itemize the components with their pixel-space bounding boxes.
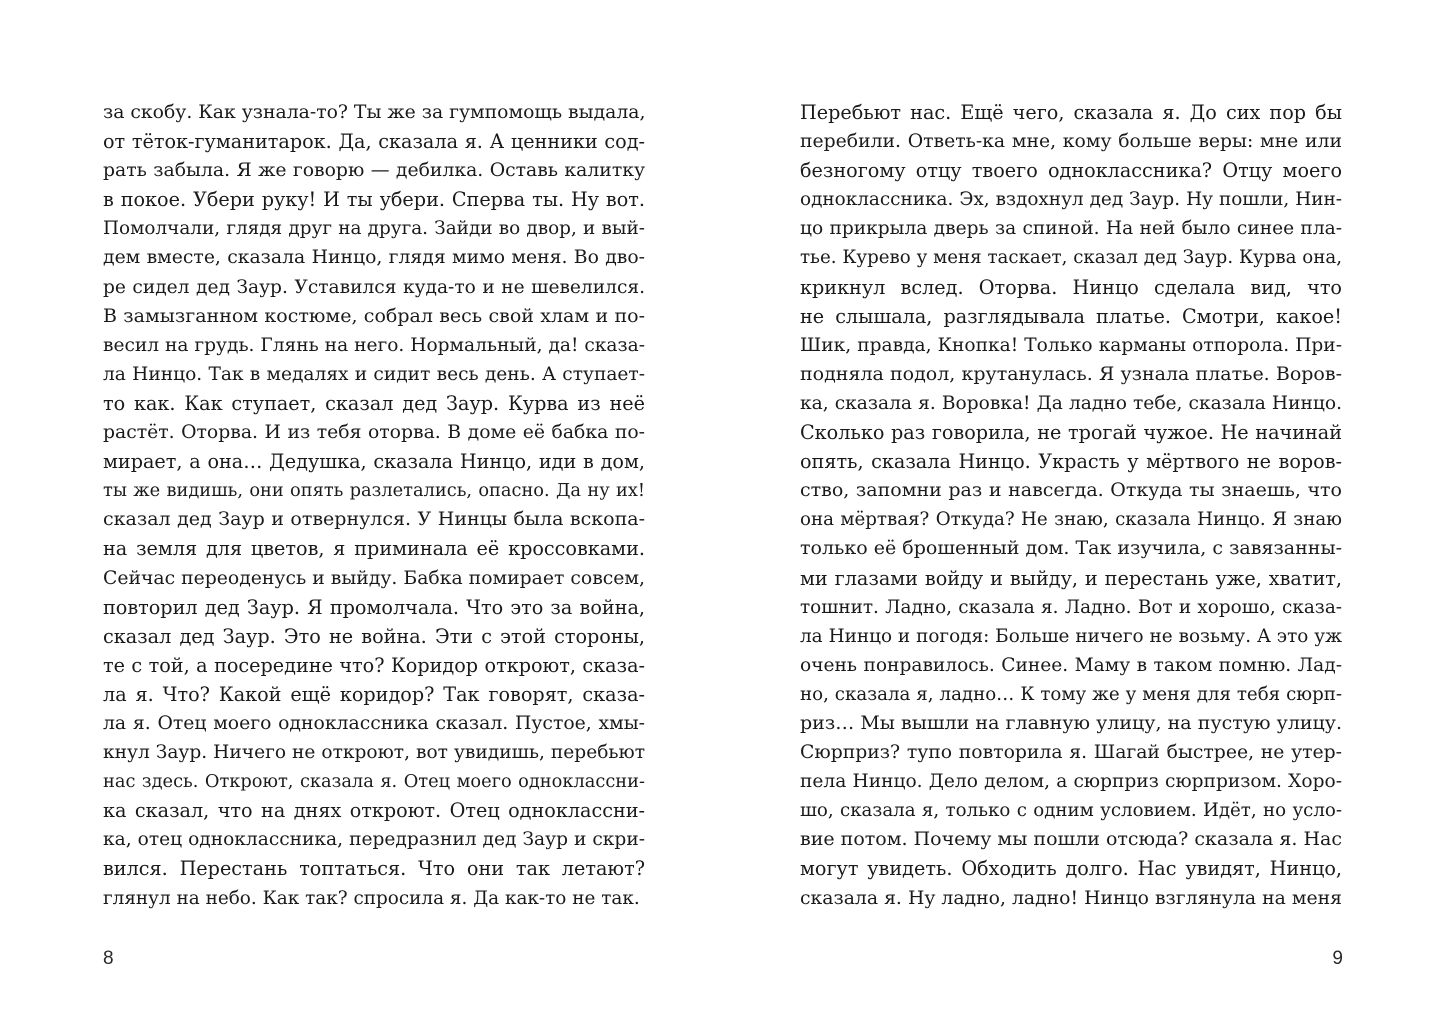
text-line: сказал дед Заур и отвернулся. У Нинцы была вскопа-: [103, 508, 645, 531]
page-number: 9: [1332, 948, 1343, 969]
text-line: могут увидеть. Обходить долго. Нас увидят, Нинцо,: [800, 857, 1342, 881]
text-line: Шик, правда, Кнопка! Только карманы отпорола. При-: [800, 334, 1342, 356]
text-line: вился. Перестань топтаться. Что они так летают?: [103, 857, 645, 881]
right-page-text: [800, 98, 1342, 913]
text-line: ла я. Что? Какой ещё коридор? Так говорят, сказа-: [103, 682, 645, 706]
text-line: тье. Курево у меня таскает, сказал дед Заур. Курва она,: [800, 247, 1342, 269]
text-line: вие потом. Почему мы пошли отсюда? сказала я. Нас: [800, 828, 1342, 851]
text-line: на земля для цветов, я приминала её кроссовками.: [103, 537, 645, 561]
left-page: [0, 0, 722, 1023]
text-line: дем вместе, сказала Нинцо, глядя мимо меня. Во дво-: [103, 247, 645, 269]
text-line: подняла подол, крутанулась. Я узнала платье. Воров-: [800, 362, 1342, 385]
text-line: Помолчали, глядя друг на друга. Зайди во двор, и вый-: [103, 218, 645, 240]
text-line: повторил дед Заур. Я промолчала. Что это за война,: [103, 595, 645, 619]
text-line: сказал дед Заур. Это не война. Эти с этой стороны,: [103, 624, 645, 648]
text-line: рать забыла. Я же говорю — дебилка. Оставь калитку: [103, 160, 645, 182]
text-line: от тёток-гуманитарок. Да, сказала я. А ценники сод-: [103, 130, 645, 154]
text-line: ла Нинцо и погодя: Больше ничего не возьму. А это уж: [800, 625, 1342, 647]
text-line: ка, сказала я. Воровка! Да ладно тебе, сказала Нинцо.: [800, 392, 1342, 414]
text-line: цо прикрыла дверь за спиной. На ней было синее пла-: [800, 218, 1342, 240]
text-line: мирает, а она… Дедушка, сказала Нинцо, иди в дом,: [103, 450, 645, 474]
text-line: ми глазами войду и выйду, и перестань уже, хватит,: [800, 566, 1342, 590]
text-line: растёт. Оторва. И из тебя оторва. В доме её бабка по-: [103, 422, 645, 444]
text-line: Сюрприз? тупо повторила я. Шагай быстрее, не утер-: [800, 742, 1342, 764]
text-line: за скобу. Как узнала-то? Ты же за гумпомощь выдала,: [103, 102, 645, 123]
text-line: сказала я. Ну ладно, ладно! Нинцо взглянула на меня: [800, 887, 1342, 909]
text-line: крикнул вслед. Оторва. Нинцо сделала вид, что: [800, 275, 1342, 299]
text-line: она мёртвая? Откуда? Не знаю, сказала Нинцо. Я знаю: [800, 509, 1342, 531]
text-line: ла Нинцо. Так в медалях и сидит весь день. А ступает-: [103, 363, 645, 385]
text-line: шо, сказала я, только с одним условием. Идёт, но усло-: [800, 800, 1342, 822]
text-line: риз… Мы вышли на главную улицу, на пустую улицу.: [800, 711, 1342, 734]
text-line: одноклассника. Эх, вздохнул дед Заур. Ну пошли, Нин-: [800, 189, 1342, 211]
text-line: не слышала, разглядывала платье. Смотри, какое!: [800, 304, 1342, 328]
text-line: но, сказала я, ладно… К тому же у меня для тебя сюрп-: [800, 683, 1342, 705]
text-line: ре сидел дед Заур. Уставился куда-то и не шевелился.: [103, 276, 645, 298]
page-number: 8: [103, 948, 114, 969]
text-line: в покое. Убери руку! И ты убери. Сперва ты. Ну вот.: [103, 188, 645, 212]
text-line: ты же видишь, они опять разлетались, опасно. Да ну их!: [103, 480, 645, 502]
text-line: В замызганном костюме, собрал весь свой хлам и по-: [103, 304, 645, 327]
text-line: ство, запомни раз и навсегда. Откуда ты знаешь, что: [800, 479, 1342, 502]
text-line: кнул Заур. Ничего не откроют, вот увидишь, перебьют: [103, 742, 645, 764]
text-line: то как. Как ступает, сказал дед Заур. Курва из неё: [103, 391, 645, 415]
text-line: опять, сказала Нинцо. Украсть у мёртвого не воров-: [800, 450, 1342, 474]
text-line: те с той, а посередине что? Коридор откроют, сказа-: [103, 653, 645, 677]
text-line: ла я. Отец моего одноклассника сказал. Пустое, хмы-: [103, 712, 645, 734]
text-line: весил на грудь. Глянь на него. Нормальный, да! сказа-: [103, 334, 645, 356]
text-line: Сколько раз говорила, не трогай чужое. Не начинай: [800, 421, 1342, 445]
text-line: пела Нинцо. Дело делом, а сюрприз сюрпризом. Хоро-: [800, 771, 1342, 793]
text-line: тошнит. Ладно, сказала я. Ладно. Вот и хорошо, сказа-: [800, 596, 1342, 618]
text-line: ка, отец одноклассника, передразнил дед Заур и скри-: [103, 829, 645, 851]
text-line: Сейчас переоденусь и выйду. Бабка помирает совсем,: [103, 567, 645, 589]
left-page-text: [103, 98, 645, 913]
text-line: глянул на небо. Как так? спросила я. Да как-то не так.: [103, 887, 640, 909]
text-line: безногому отцу твоего одноклассника? Отцу моего: [800, 159, 1342, 183]
right-page: [722, 0, 1445, 1023]
text-line: нас здесь. Откроют, сказала я. Отец моего одноклассни-: [103, 771, 645, 793]
text-line: перебили. Ответь-ка мне, кому больше веры: мне или: [800, 131, 1342, 153]
text-line: Перебьют нас. Ещё чего, сказала я. До сих пор бы: [800, 101, 1342, 124]
text-line: только её брошенный дом. Так изучила, с завязанны-: [800, 537, 1342, 560]
text-line: очень понравилось. Синее. Маму в таком помню. Лад-: [800, 654, 1342, 676]
text-line: ка сказал, что на днях откроют. Отец одноклассни-: [103, 799, 645, 823]
